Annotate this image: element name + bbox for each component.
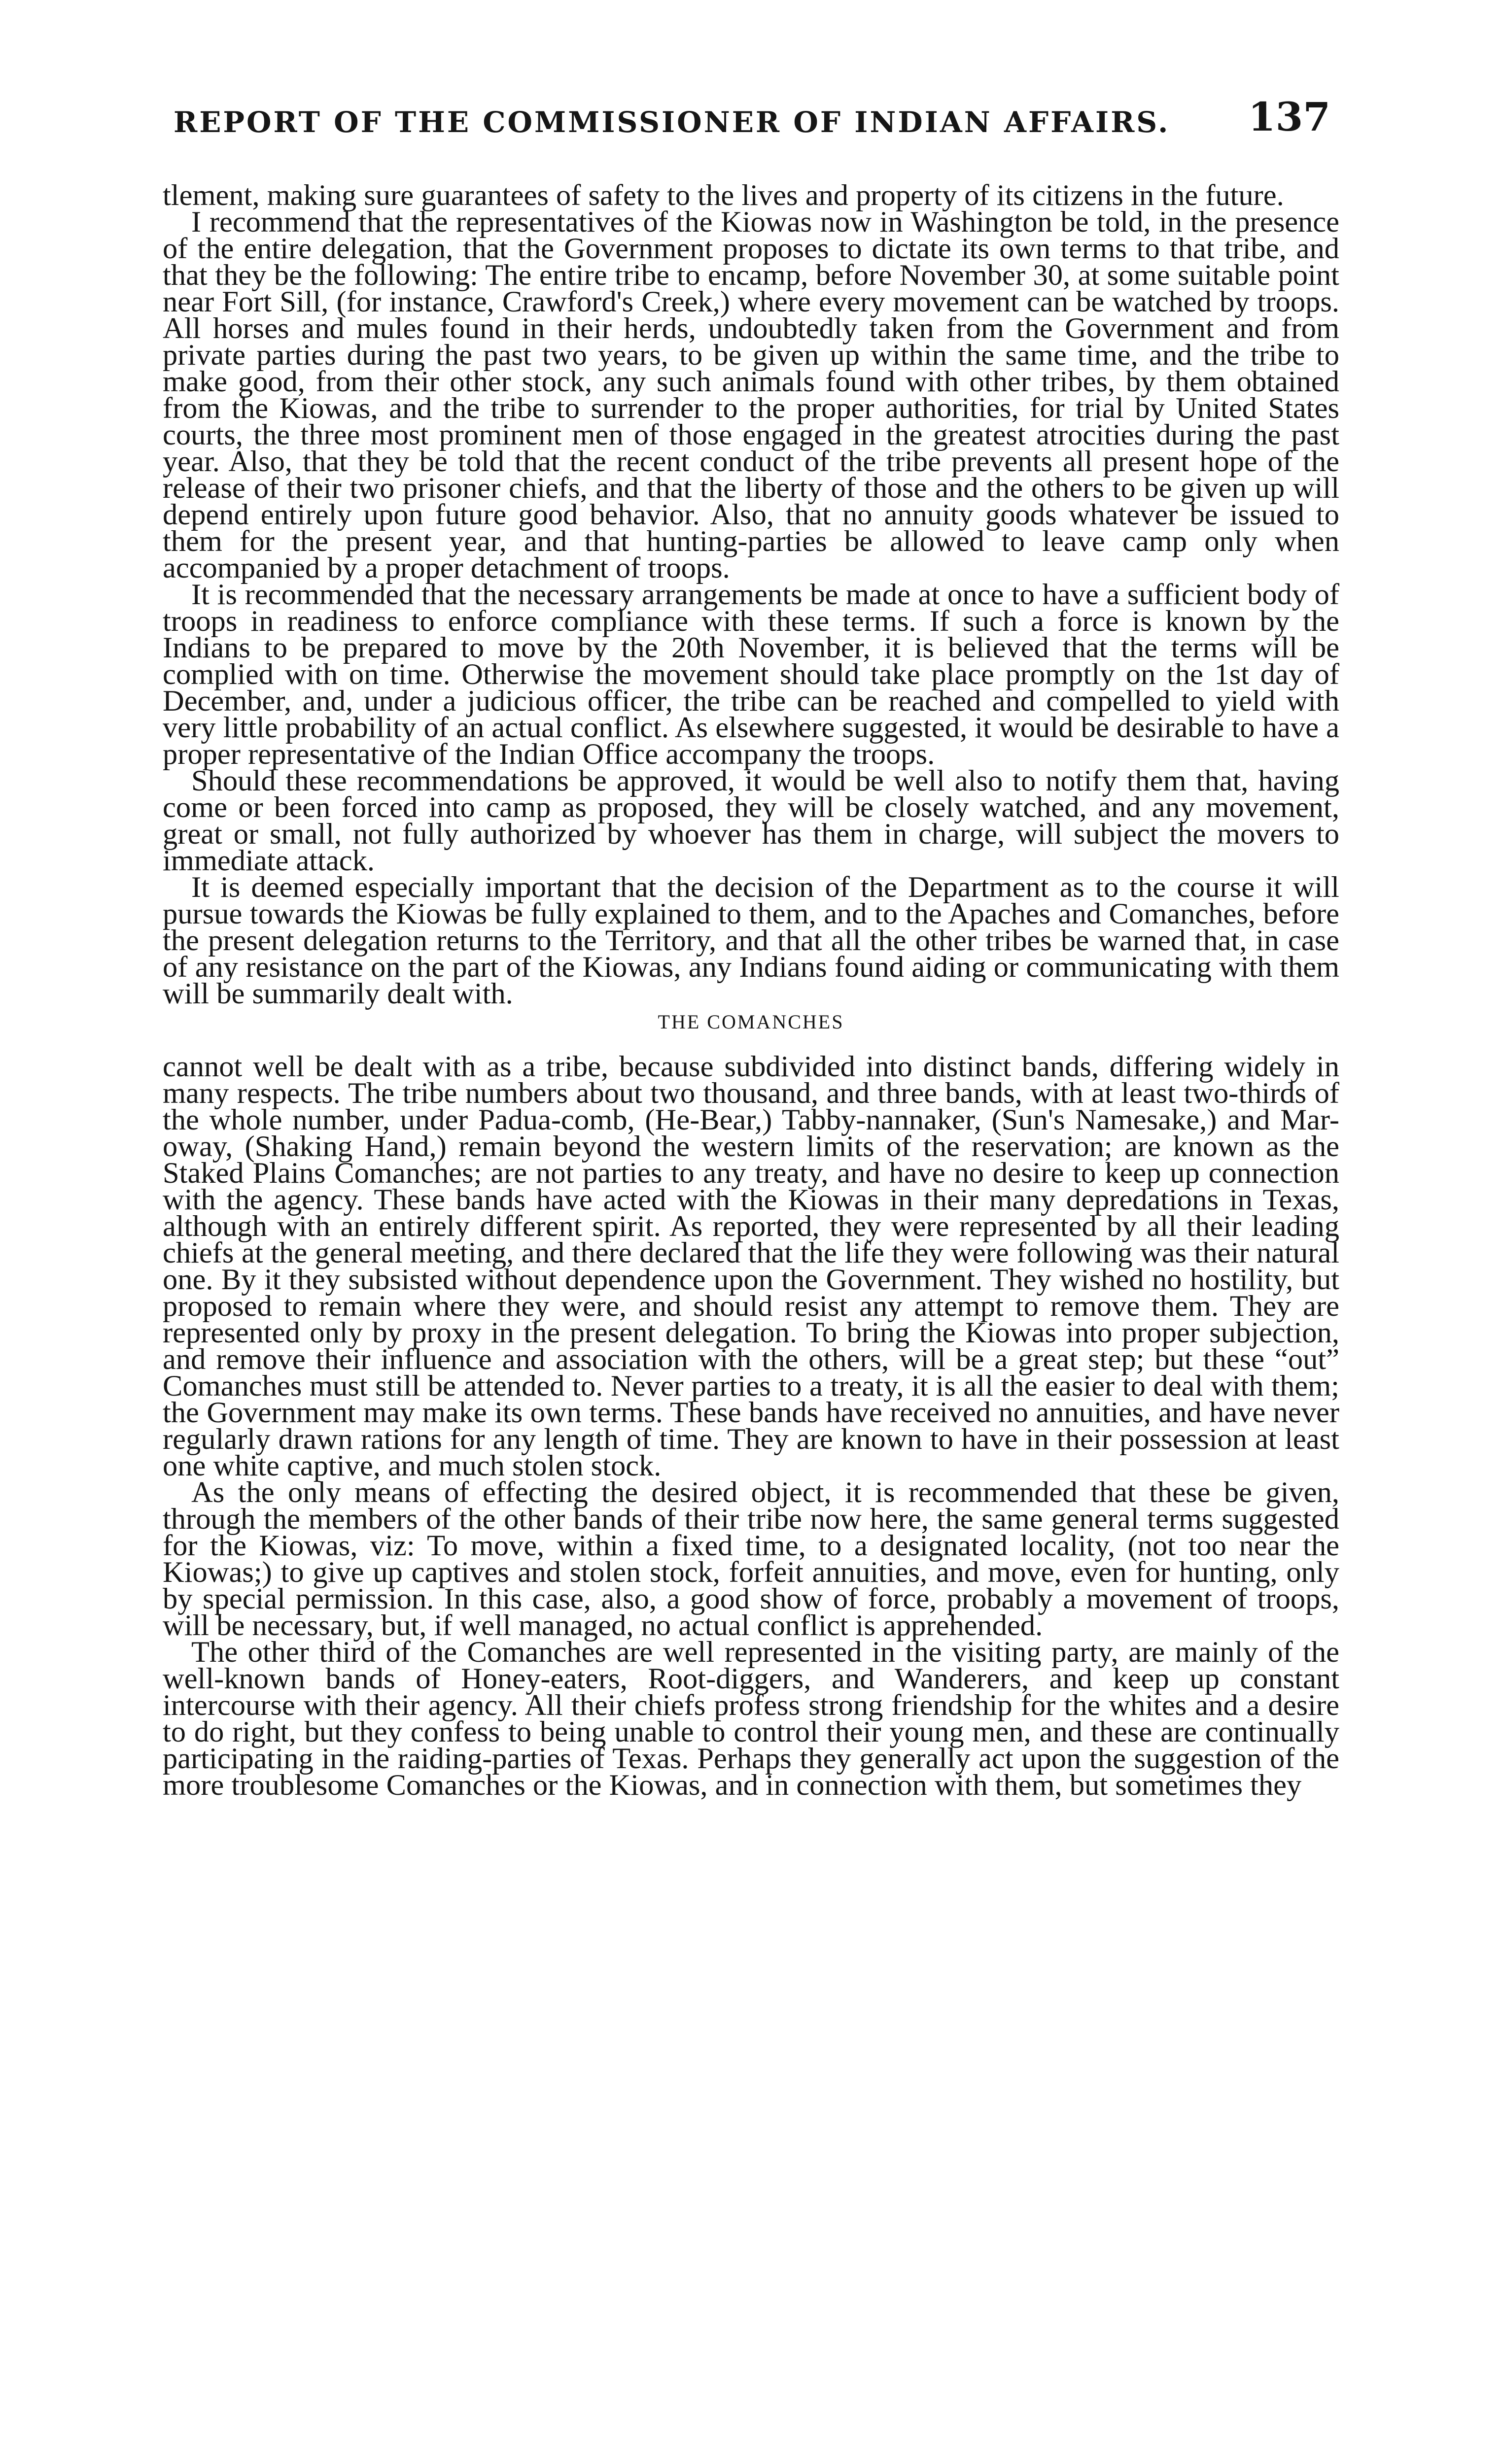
paragraph-troop-arrangements: It is recommended that the necessary arrangements be made at once to have a sufficient body of troops in readiness to enforce compliance with these terms. If such a force is known by the Indians to be prepared to move by the 20th November, it is believed that the terms will be complied with on time. Otherwise the movement should take place promptly on the 1st day of December, and, under a judicious officer, the tribe can be reached and compelled to yield with very little probability of an actual conflict. As elsewhere suggested, it would be desirable to have a proper representative of the Indian Office accompany the troops.	[163, 578, 1339, 771]
paragraph-comanche-bands: cannot well be dealt with as a tribe, because subdivided into distinct bands, differing widely in many respects. The tribe numbers about two thousand, and three bands, with at least two-thirds of the whole number, under Padua-comb, (He-Bear,) Tabby-nannaker, (Sun's Namesake,) and Mar-oway, (Shaking Hand,) remain beyond the western limits of the reservation; are known as the Staked Plains Comanches; are not parties to any treaty, and have no desire to keep up connection with the agency. These bands have acted with the Kiowas in their many depredations in Texas, although with an entirely different spirit. As reported, they were represented by all their leading chiefs at the general meeting, and there declared that the life they were following was their natural one. By it they subsisted without dependence upon the Government. They wished no hostility, but proposed to remain where they were, and should resist any attempt to remove them. They are represented only by proxy in the present delegation. To bring the Kiowas into proper subjection, and remove their influence and association with the others, will be a great step; but these “out” Comanches must still be attended to. Never parties to a treaty, it is all the easier to deal with them; the Government may make its own terms. These bands have received no annuities, and have never regularly drawn rations for any length of time. They are known to have in their possession at least one white captive, and much stolen stock.	[163, 1050, 1339, 1482]
paragraph-department-decision: It is deemed especially important that the decision of the Department as to the course it will pursue towards the Kiowas be fully explained to them, and to the Apaches and Comanches, before the present delegation returns to the Territory, and that all the other tribes be warned that, in case of any resistance on the part of the Kiowas, any Indians found aiding or communicating with them will be summarily dealt with.	[163, 871, 1339, 1010]
paragraph-continued: tlement, making sure guarantees of safety to the lives and property of its citizens in the future.	[163, 179, 1284, 212]
body-text	[163, 179, 1339, 1802]
paragraph-other-third: The other third of the Comanches are well represented in the visiting party, are mainly of the well-known bands of Honey-eaters, Root-diggers, and Wanderers, and keep up constant intercourse with their agency. All their chiefs profess strong friendship for the whites and a desire to do right, but they confess to being unable to control their young men, and these are continually participating in the raiding-parties of Texas. Perhaps they generally act upon the suggestion of the more troublesome Comanches or the Kiowas, and in connection with them, but sometimes they	[163, 1636, 1339, 1802]
paragraph-notification: Should these recommendations be approved, it would be well also to notify them that, having come or been forced into camp as proposed, they will be closely watched, and any movement, great or small, not fully authorized by whoever has them in charge, will subject the movers to immediate attack.	[163, 764, 1339, 877]
section-heading-comanches: THE COMANCHES	[658, 1011, 844, 1033]
running-title: REPORT OF THE COMMISSIONER OF INDIAN AFFAIRS.	[174, 105, 1170, 139]
paragraph-recommended-terms: As the only means of effecting the desired object, it is recommended that these be given, through the members of the other bands of their tribe now here, the same general terms suggested for the Kiowas, viz: To move, within a fixed time, to a designated locality, (not too near the Kiowas;) to give up captives and stolen stock, forfeit annuities, and move, even for hunting, only by special permission. In this case, also, a good show of force, probably a movement of troops, will be necessary, but, if well managed, no actual conflict is apprehended.	[163, 1476, 1339, 1642]
page-header	[163, 94, 1339, 163]
paragraph-kiowa-terms: I recommend that the representatives of the Kiowas now in Washington be told, in the presence of the entire delegation, that the Government proposes to dictate its own terms to that tribe, and that they be the following: The entire tribe to encamp, before November 30, at some suitable point near Fort Sill, (for instance, Crawford's Creek,) where every movement can be watched by troops. All horses and mules found in their herds, undoubtedly taken from the Government and from private parties during the past two years, to be given up within the same time, and the tribe to make good, from their other stock, any such animals found with other tribes, by them obtained from the Kiowas, and the tribe to surrender to the proper authorities, for trial by United States courts, the three most prominent men of those engaged in the greatest atrocities during the past year. Also, that they be told that the recent conduct of the tribe prevents all present hope of the release of their two prisoner chiefs, and that the liberty of those and the others to be given up will depend entirely upon future good behavior. Also, that no annuity goods whatever be issued to them for the present year, and that hunting-parties be allowed to leave camp only when accompanied by a proper detachment of troops.	[163, 205, 1339, 584]
page-number: 137	[1248, 94, 1330, 140]
